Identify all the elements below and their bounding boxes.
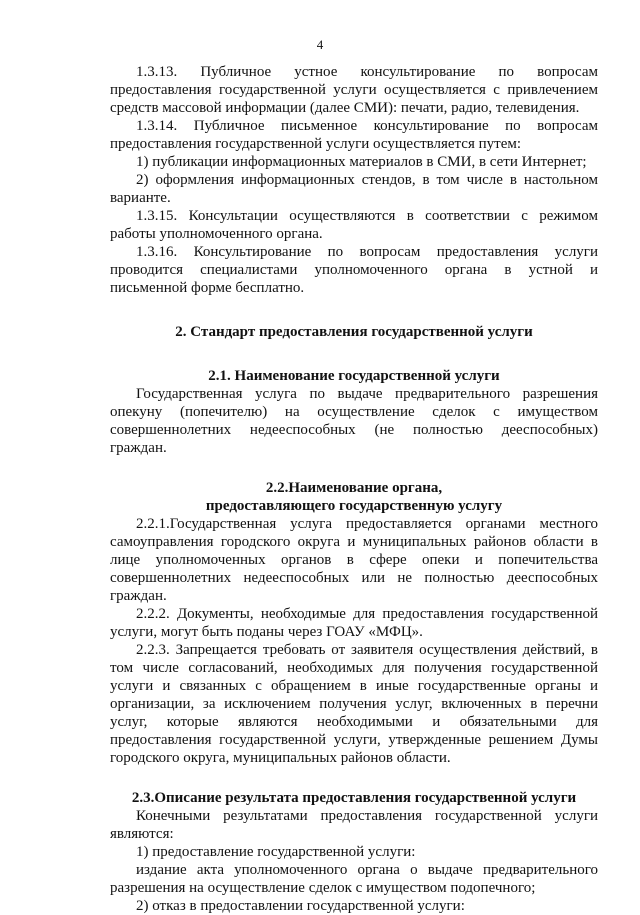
section-2-3-heading: 2.3.Описание результата предоставления государственной услуги (131, 790, 577, 806)
list-item-result-1: 1) предоставление государственной услуги: (136, 844, 416, 860)
list-item-1: 1) публикации информационных материалов в СМИ, в сети Интернет; (136, 154, 587, 170)
spacer (110, 297, 598, 323)
paragraph-1-3-13: 1.3.13. Публичное устное консультирование по вопросам предоставления государственной услуги осуществляется с привлечением средств массовой информации (далее СМИ): печати, радио, телевидения. (110, 64, 598, 116)
paragraph-1-3-14: 1.3.14. Публичное письменное консультирование по вопросам предоставления государственной услуги осуществляется путем: (110, 118, 598, 152)
paragraph-1-3-16: 1.3.16. Консультирование по вопросам предоставления услуги проводится специалистами уполномоченного органа в устной и письменной форме бесплатно. (110, 244, 598, 296)
section-2-2-heading-line2: предоставляющего государственную услугу (205, 498, 503, 514)
section-2-heading: 2. Стандарт предоставления государственной услуги (175, 324, 533, 340)
section-2-1-heading: 2.1. Наименование государственной услуги (208, 368, 500, 384)
paragraph-2-3-intro: Конечными результатами предоставления государственной услуги являются: (110, 808, 598, 842)
section-2-2-heading-line1: 2.2.Наименование органа, (265, 480, 443, 496)
spacer (110, 767, 598, 789)
paragraph-2-1: Государственная услуга по выдаче предварительного разрешения опекуну (попечителю) на осуществление сделок с имуществом совершеннолетних недееспособных (не полностью дееспособных) граждан. (110, 386, 598, 456)
page-number: 4 (316, 37, 324, 52)
list-item-2: 2) оформления информационных стендов, в том числе в настольном варианте. (110, 172, 598, 206)
document-body (110, 63, 598, 915)
paragraph-2-3-act: издание акта уполномоченного органа о выдаче предварительного разрешения на осуществление сделок с имуществом подопечного; (110, 862, 598, 896)
paragraph-2-2-1: 2.2.1.Государственная услуга предоставляется органами местного самоуправления городского округа и муниципальных районов области в лице уполномоченных органов в сфере опеки и попечительства совершеннолетних недееспособных или не полностью дееспособных граждан. (110, 516, 598, 604)
spacer (110, 341, 598, 367)
spacer (110, 457, 598, 479)
list-item-result-2: 2) отказ в предоставлении государственной услуги: (136, 898, 465, 914)
paragraph-2-2-3: 2.2.3. Запрещается требовать от заявителя осуществления действий, в том числе согласований, необходимых для получения государственной услуги и связанных с обращением в иные государственные органы и организации, за исключением получения услуг, включенных в перечни услуг, которые являются необходимыми и обязательными для предоставления государственной услуги, утвержденные решением Думы городского округа, муниципальных районов области. (110, 642, 598, 766)
paragraph-2-2-2: 2.2.2. Документы, необходимые для предоставления государственной услуги, могут быть поданы через ГОАУ «МФЦ». (110, 606, 598, 640)
paragraph-1-3-15: 1.3.15. Консультации осуществляются в соответствии с режимом работы уполномоченного органа. (110, 208, 598, 242)
